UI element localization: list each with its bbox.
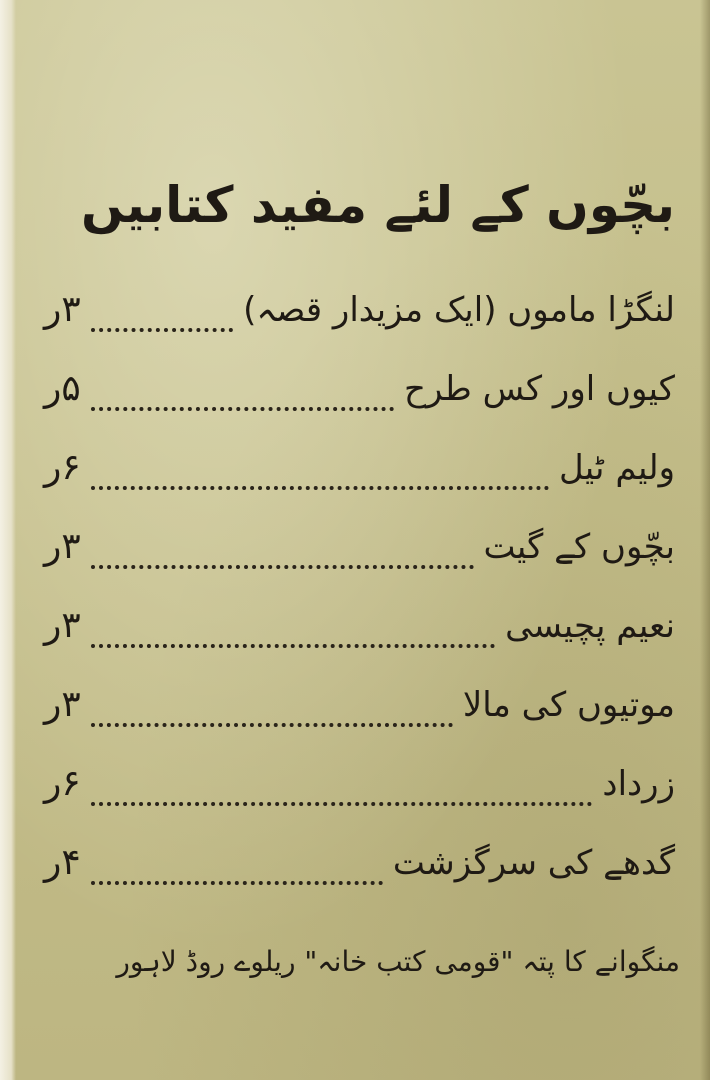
book-title: کیوں اور کس طرح — [404, 369, 675, 409]
book-price: ۶ر — [44, 763, 81, 804]
paper-left-edge — [0, 0, 16, 1080]
dot-leader — [91, 564, 474, 569]
dot-leader — [91, 406, 394, 411]
book-row — [40, 517, 675, 596]
book-row — [40, 359, 675, 438]
book-price: ۳ر — [44, 605, 81, 646]
page-title: بچّوں کے لئے مفید کتابیں — [81, 176, 675, 234]
book-price: ۳ر — [44, 289, 81, 330]
book-row — [40, 596, 675, 675]
dot-leader — [91, 880, 383, 885]
book-list-section — [40, 160, 675, 912]
order-address: منگوانے کا پتہ "قومی کتب خانہ" ریلوے روڈ لاہور — [116, 945, 680, 978]
dot-leader — [91, 801, 593, 806]
book-price: ۶ر — [44, 447, 81, 488]
book-row — [40, 675, 675, 754]
dot-leader — [91, 643, 495, 648]
book-title: لنگڑا ماموں (ایک مزیدار قصہ) — [243, 290, 675, 330]
book-price: ۳ر — [44, 526, 81, 567]
book-title: موتیوں کی مالا — [462, 685, 675, 725]
book-price: ۳ر — [44, 684, 81, 725]
book-title: زرداد — [602, 764, 675, 804]
dot-leader — [91, 327, 233, 332]
book-title: گدھے کی سرگزشت — [392, 843, 675, 883]
book-title: نعیم پچیسی — [505, 606, 675, 646]
dot-leader — [91, 722, 453, 727]
paper-right-edge — [700, 0, 710, 1080]
book-row — [40, 438, 675, 517]
book-row — [40, 754, 675, 833]
book-title: بچّوں کے گیت — [483, 527, 675, 567]
book-price: ۴ر — [44, 842, 81, 883]
book-title: ولیم ٹیل — [559, 448, 675, 488]
book-row — [40, 280, 675, 359]
dot-leader — [91, 485, 549, 490]
book-row — [40, 833, 675, 912]
book-price: ۵ر — [44, 368, 81, 409]
